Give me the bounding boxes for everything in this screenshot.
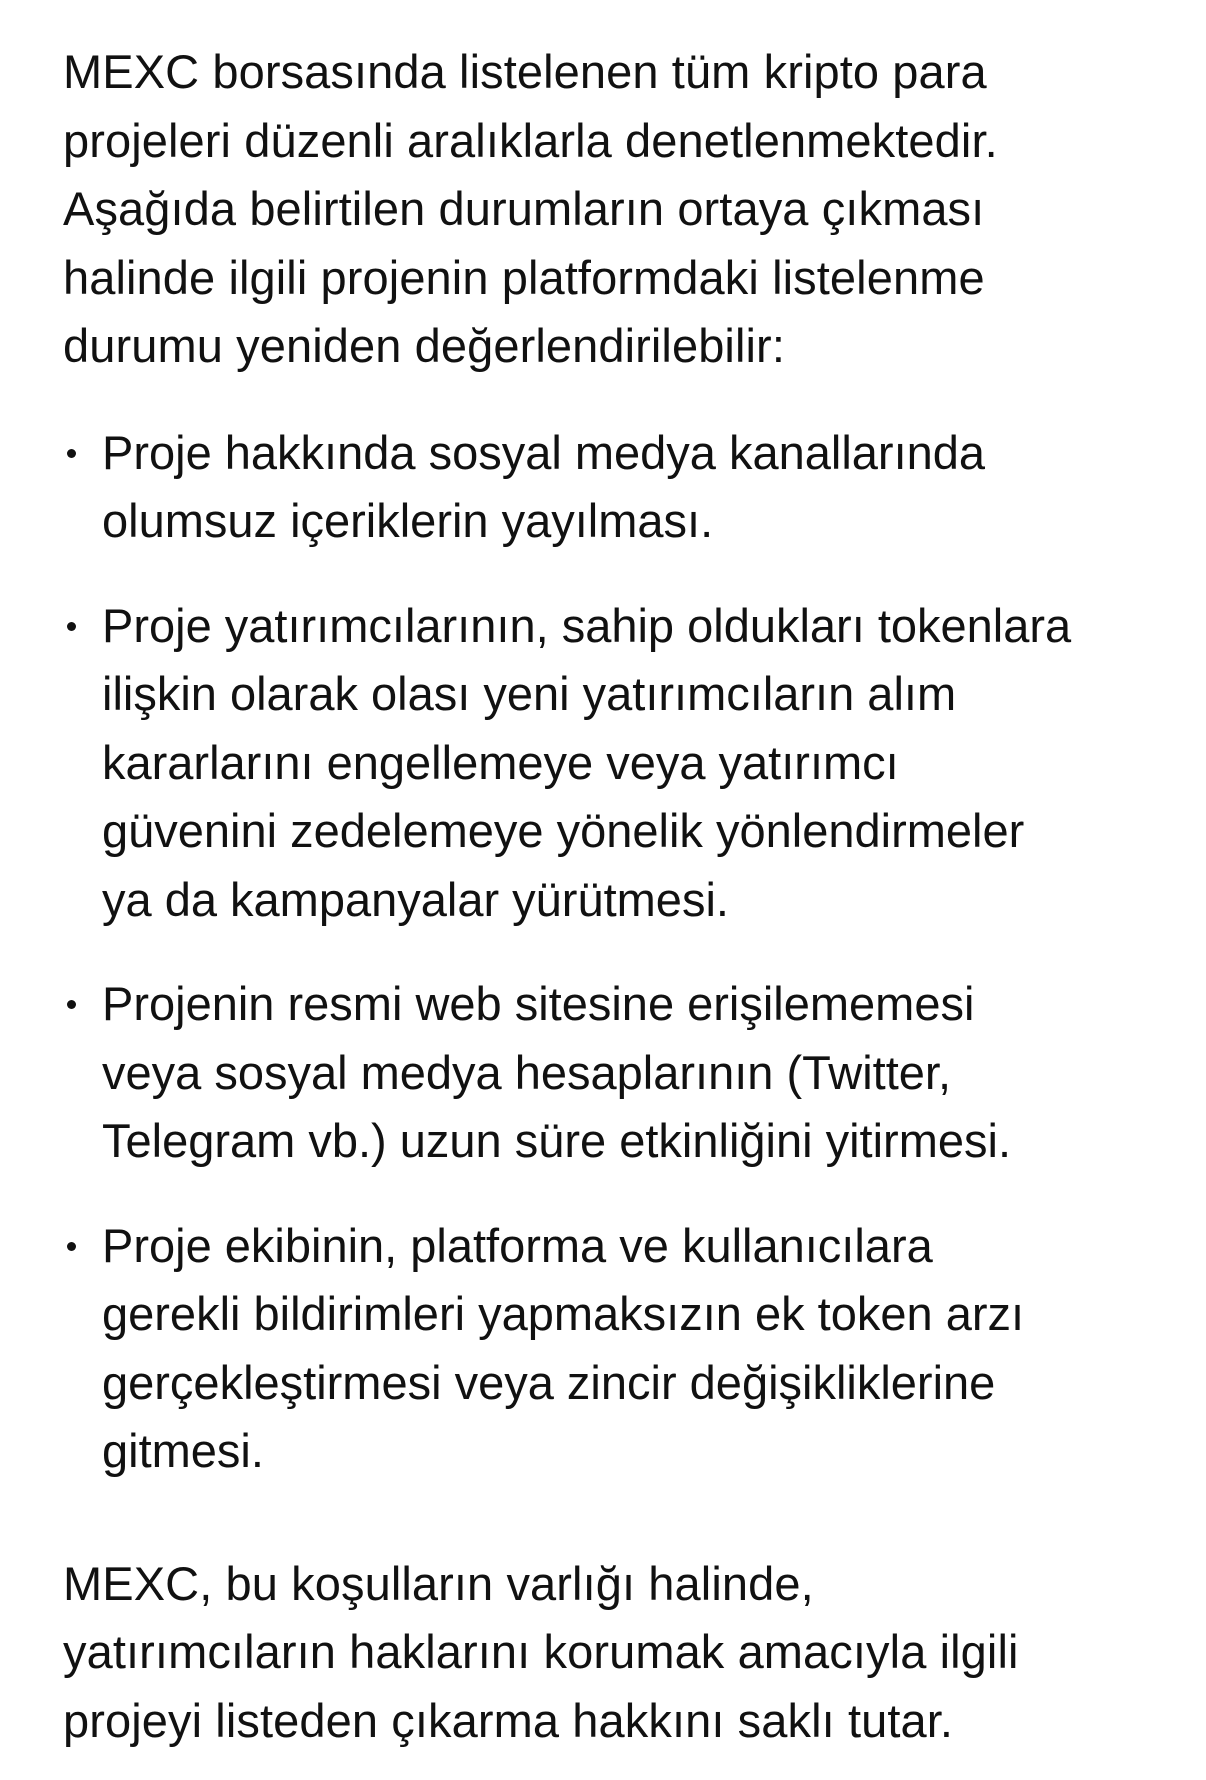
bullet-dot-icon (67, 1242, 76, 1251)
list-item-line: Proje yatırımcılarının, sahip oldukları tokenlara (102, 598, 1072, 652)
list-item-line: Proje hakkında sosyal medya kanallarında (102, 425, 986, 479)
intro-line: projeleri düzenli aralıklarla denetlenmektedir. (63, 113, 998, 167)
list-item-line: ilişkin olarak olası yeni yatırımcıların alım (102, 667, 957, 720)
intro-line: halinde ilgili projenin platformdaki listelenme (63, 250, 985, 304)
list-item-line: Telegram vb.) uzun süre etkinliğini yitirmesi. (102, 1114, 1011, 1167)
bullet-dot-icon (67, 622, 76, 631)
list-item-line: güvenini zedelemeye yönelik yönlendirmeler (102, 804, 1025, 857)
list-item-line: Proje ekibinin, platforma ve kullanıcılara (102, 1218, 933, 1272)
list-item (63, 592, 1166, 935)
list-item-line: olumsuz içeriklerin yayılması. (102, 494, 714, 547)
closing-line: projeyi listeden çıkarma hakkını saklı tutar. (63, 1693, 954, 1747)
intro-paragraph (63, 38, 1166, 381)
intro-line: Aşağıda belirtilen durumların ortaya çıkması (63, 182, 985, 235)
intro-line: MEXC borsasında listelenen tüm kripto para (63, 45, 987, 98)
list-item-line: veya sosyal medya hesaplarının (Twitter, (102, 1045, 952, 1099)
criteria-list (63, 419, 1166, 1486)
list-item-line: gerçekleştirmesi veya zincir değişikliklerine (102, 1355, 996, 1409)
list-item-line: ya da kampanyalar yürütmesi. (102, 872, 729, 926)
intro-line: durumu yeniden değerlendirilebilir: (63, 319, 785, 372)
closing-line: MEXC, bu koşulların varlığı halinde, (63, 1556, 814, 1610)
list-item-line: kararlarını engellemeye veya yatırımcı (102, 735, 899, 789)
list-item (63, 970, 1166, 1176)
closing-line: yatırımcıların haklarını korumak amacıyla ilgili (63, 1625, 1019, 1678)
closing-paragraph (63, 1550, 1166, 1756)
list-item-line: gitmesi. (102, 1424, 264, 1477)
list-item (63, 419, 1166, 556)
bullet-dot-icon (67, 1000, 76, 1009)
list-item (63, 1212, 1166, 1486)
bullet-dot-icon (67, 449, 76, 458)
list-item-line: gerekli bildirimleri yapmaksızın ek token arzı (102, 1287, 1025, 1340)
list-item-line: Projenin resmi web sitesine erişilememesi (102, 977, 975, 1030)
